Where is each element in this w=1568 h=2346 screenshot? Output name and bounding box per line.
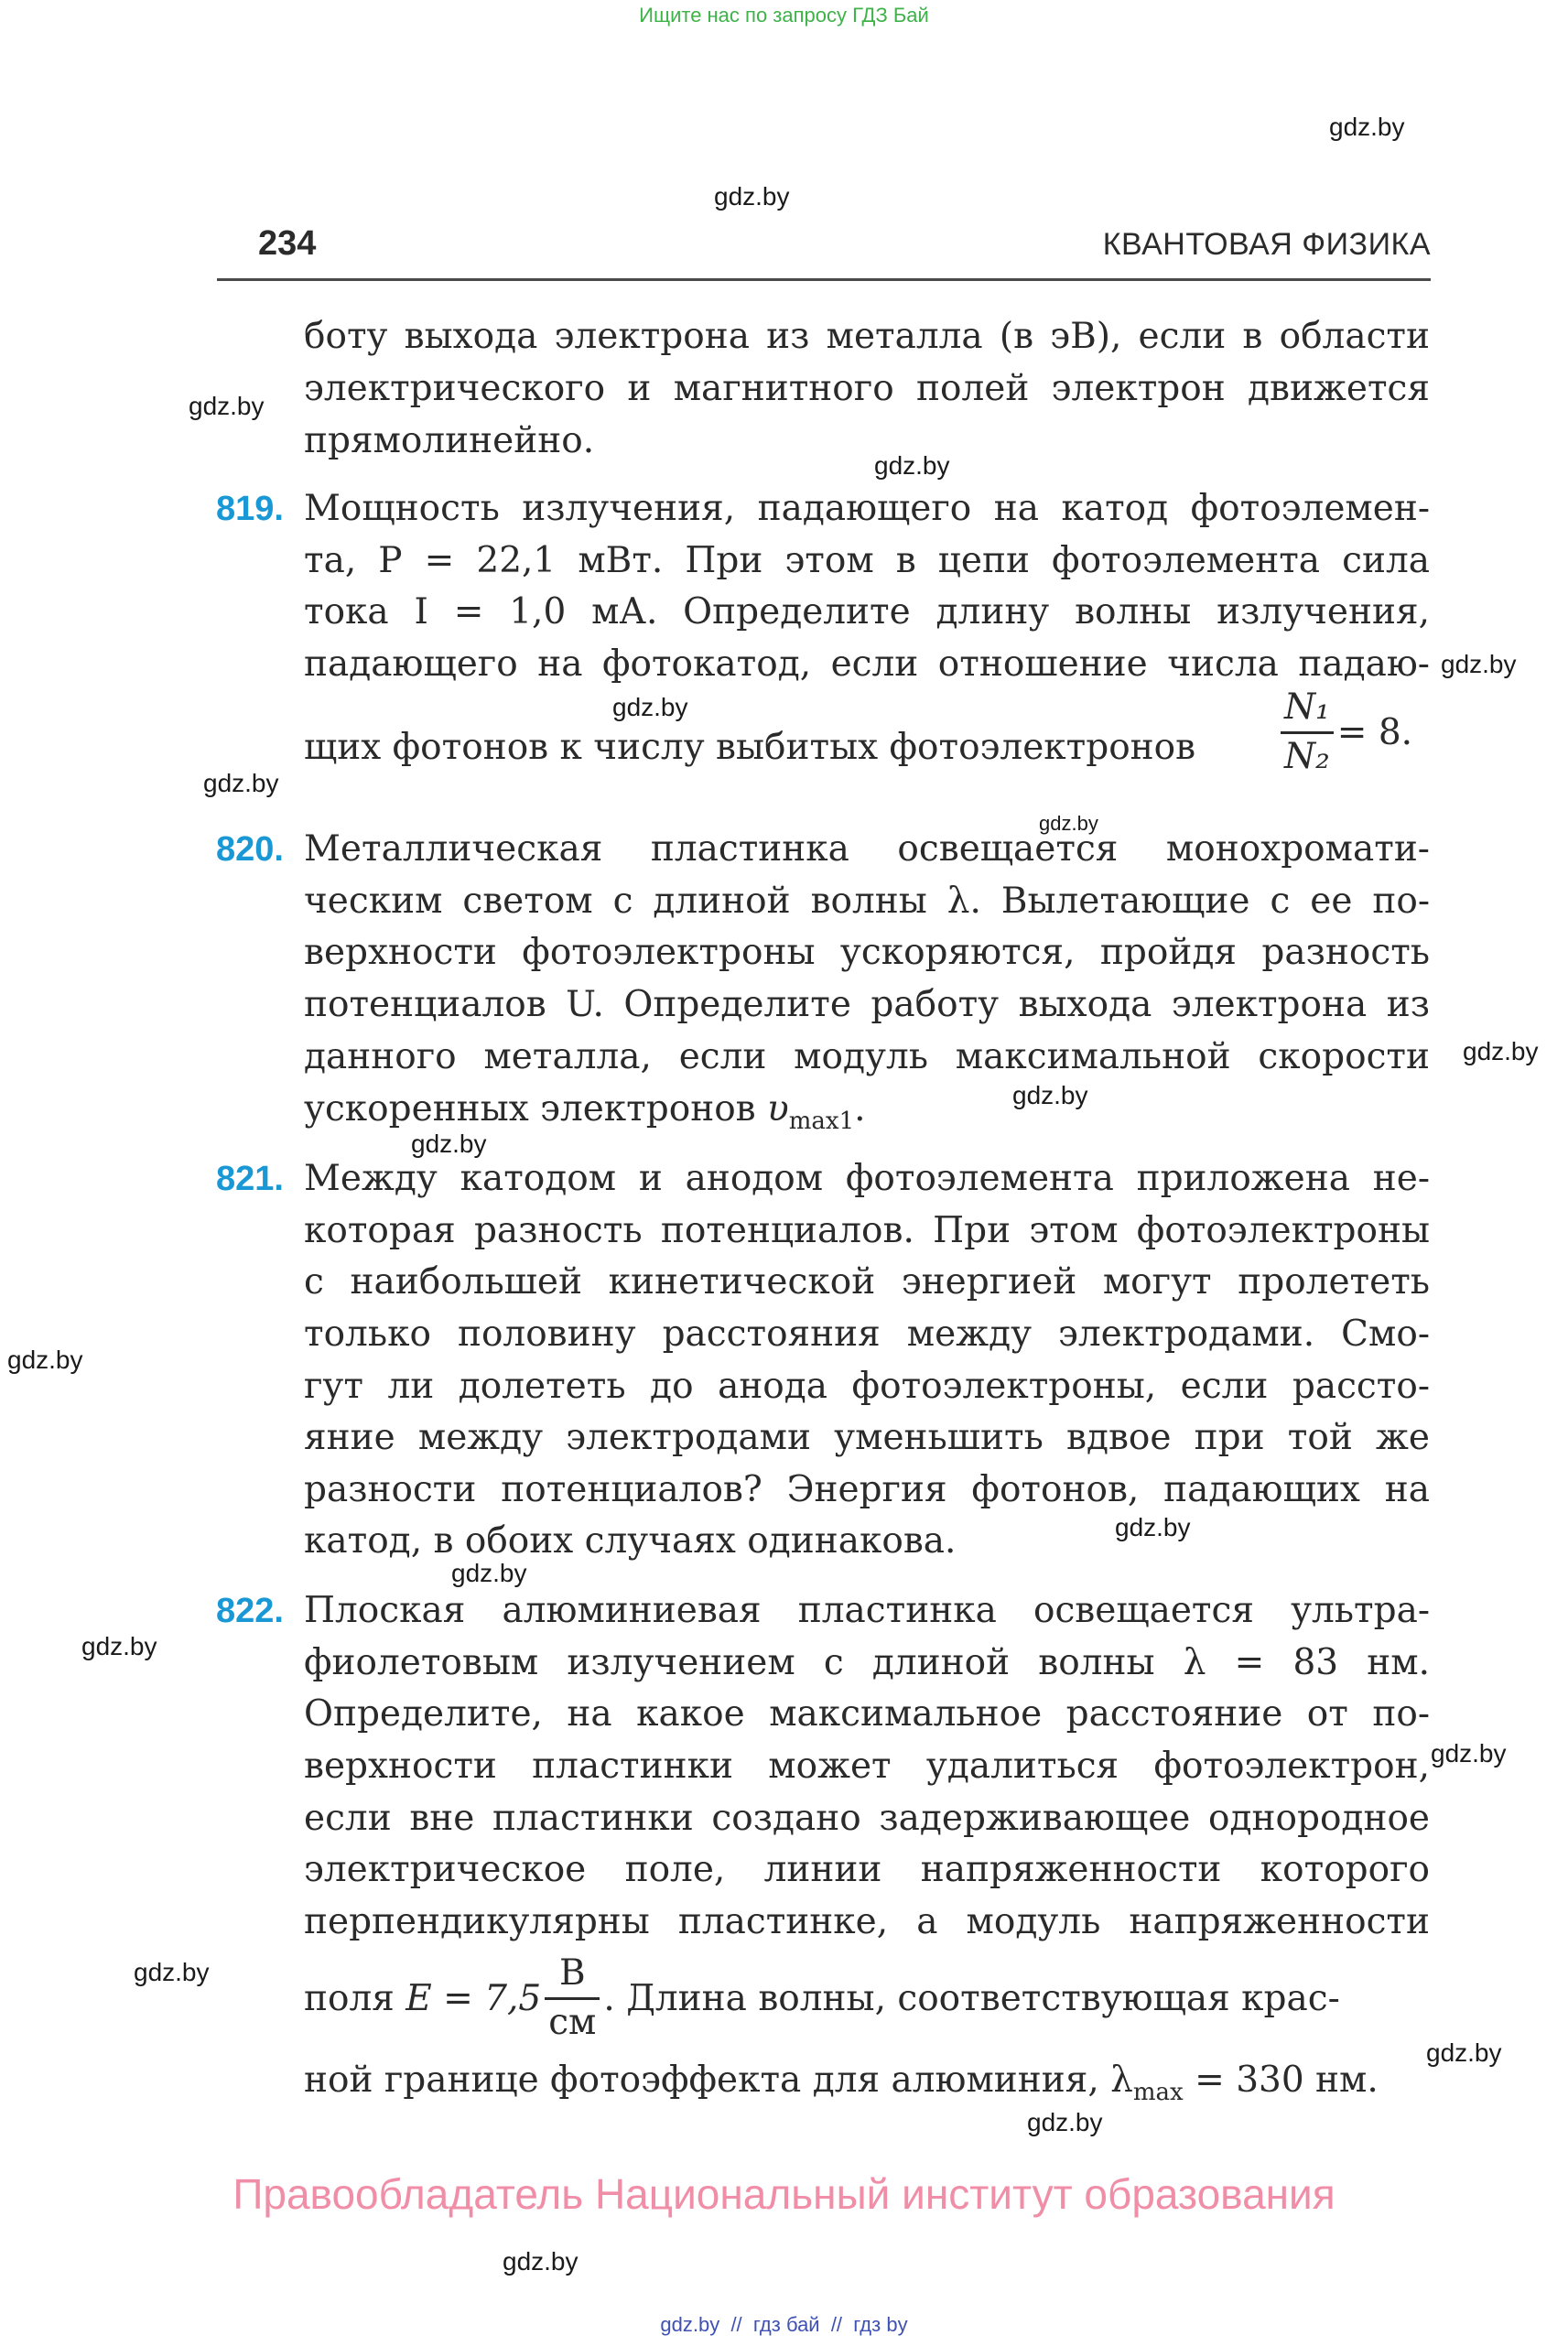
- text-line: потенциалов U. Определите работу выхода электрона из: [304, 984, 1430, 1025]
- watermark: gdz.by: [1039, 812, 1098, 835]
- problem-number-822: 822.: [216, 1592, 284, 1630]
- watermark: gdz.by: [874, 451, 950, 480]
- top-banner: Ищите нас по запросу ГДЗ Бай: [639, 4, 929, 27]
- fraction-formula: [1277, 688, 1412, 777]
- text-segment: поля: [304, 1977, 406, 2019]
- text-line: верхности фотоэлектроны ускоряются, пройдя разность: [304, 932, 1430, 973]
- problem-number-820: 820.: [216, 830, 284, 869]
- text-line: щих фотонов к числу выбитых фотоэлектронов: [304, 727, 1196, 768]
- text-line: если вне пластинки создано задерживающее однородное: [304, 1798, 1430, 1839]
- fraction-bar: [1281, 731, 1334, 734]
- footer-links[interactable]: gdz.by // гдз бай // гдз by: [660, 2313, 908, 2336]
- section-title: КВАНТОВАЯ ФИЗИКА: [1102, 227, 1431, 262]
- watermark: gdz.by: [1431, 1739, 1507, 1768]
- fraction-numerator: N₁: [1284, 687, 1330, 728]
- watermark: gdz.by: [1027, 2108, 1103, 2136]
- watermark: gdz.by: [1012, 1081, 1088, 1109]
- text-line: только половину расстояния между электродами. Смо-: [304, 1314, 1430, 1355]
- text-segment: . Длина волны, соответствующая крас-: [603, 1977, 1340, 2019]
- watermark: gdz.by: [1329, 113, 1405, 141]
- fraction-numerator: В: [558, 1951, 586, 1994]
- fraction-bar: [545, 1997, 600, 2000]
- text-line: фиолетовым излучением с длиной волны λ = 83 нм.: [304, 1642, 1430, 1683]
- field-expression: E = 7,5: [406, 1977, 542, 2019]
- text-line: катод, в обоих случаях одинакова.: [304, 1520, 957, 1562]
- text-line: электрического и магнитного полей электрон движется: [304, 368, 1430, 409]
- text-line: Мощность излучения, падающего на катод фотоэлемен-: [304, 488, 1430, 529]
- watermark: gdz.by: [714, 182, 790, 211]
- text-segment: ной границе фотоэффекта для алюминия, λ: [304, 2060, 1133, 2101]
- copyright-notice: Правообладатель Национальный институт образования: [232, 2170, 1336, 2218]
- watermark: gdz.by: [134, 1958, 210, 1986]
- text-segment: = 330 нм.: [1183, 2060, 1379, 2101]
- watermark: gdz.by: [503, 2247, 579, 2276]
- text-segment: ускоренных электронов: [304, 1088, 768, 1130]
- watermark: gdz.by: [203, 769, 279, 797]
- fraction: [1281, 688, 1334, 777]
- text-line: верхности пластинки может удалиться фотоэлектрон,: [304, 1746, 1430, 1787]
- text-line: данного металла, если модуль максимальной скорости: [304, 1036, 1430, 1077]
- text-line: ческим светом с длиной волны λ. Вылетающие с ее по-: [304, 881, 1430, 922]
- page-number: 234: [258, 224, 317, 263]
- watermark: gdz.by: [411, 1130, 487, 1158]
- header-divider: [217, 278, 1431, 281]
- fraction-tail: = 8.: [1336, 711, 1413, 753]
- text-line: та, P = 22,1 мВт. При этом в цепи фотоэлемента сила: [304, 540, 1430, 581]
- text-line: яние между электродами уменьшить вдвое при той же: [304, 1417, 1430, 1458]
- velocity-symbol: υ: [767, 1088, 789, 1130]
- watermark: gdz.by: [612, 693, 688, 721]
- text-line: гут ли долететь до анода фотоэлектроны, если рассто-: [304, 1366, 1430, 1407]
- text-line: тока I = 1,0 мА. Определите длину волны излучения,: [304, 591, 1430, 632]
- text-line: Плоская алюминиевая пластинка освещается ультра-: [304, 1590, 1430, 1631]
- text-line: [304, 1087, 1430, 1135]
- watermark: gdz.by: [7, 1346, 83, 1374]
- problem-number-821: 821.: [216, 1160, 284, 1198]
- watermark: gdz.by: [81, 1632, 157, 1660]
- watermark: gdz.by: [189, 392, 265, 420]
- unit-fraction: [545, 1951, 600, 2043]
- text-line: которая разность потенциалов. При этом фотоэлектроны: [304, 1210, 1430, 1251]
- text-line: Металлическая пластинка освещается монохромати-: [304, 828, 1430, 870]
- watermark: gdz.by: [1463, 1037, 1539, 1065]
- watermark: gdz.by: [1426, 2038, 1502, 2067]
- problem-number-819: 819.: [216, 490, 284, 528]
- watermark: gdz.by: [1115, 1513, 1191, 1541]
- text-segment: .: [854, 1088, 866, 1130]
- text-line: прямолинейно.: [304, 420, 595, 461]
- text-line: падающего на фотокатод, если отношение числа падаю-: [304, 643, 1430, 685]
- text-line: [304, 2058, 1430, 2106]
- watermark: gdz.by: [1441, 650, 1517, 678]
- fraction-denominator: см: [548, 2001, 597, 2043]
- field-strength-line: [304, 1952, 1340, 2044]
- subscript: max1: [788, 1107, 855, 1135]
- text-line: Между катодом и анодом фотоэлемента приложена не-: [304, 1158, 1430, 1199]
- text-line: разности потенциалов? Энергия фотонов, падающих на: [304, 1469, 1430, 1510]
- text-line: перпендикулярны пластинке, а модуль напряженности: [304, 1901, 1430, 1942]
- text-line: электрическое поле, линии напряженности которого: [304, 1849, 1430, 1890]
- text-line: Определите, на какое максимальное расстояние от по-: [304, 1693, 1430, 1735]
- text-line: боту выхода электрона из металла (в эВ), если в области: [304, 316, 1430, 357]
- fraction-denominator: N₂: [1284, 735, 1330, 777]
- subscript: max: [1132, 2078, 1184, 2106]
- watermark: gdz.by: [451, 1559, 527, 1587]
- text-line: с наибольшей кинетической энергией могут пролететь: [304, 1261, 1430, 1303]
